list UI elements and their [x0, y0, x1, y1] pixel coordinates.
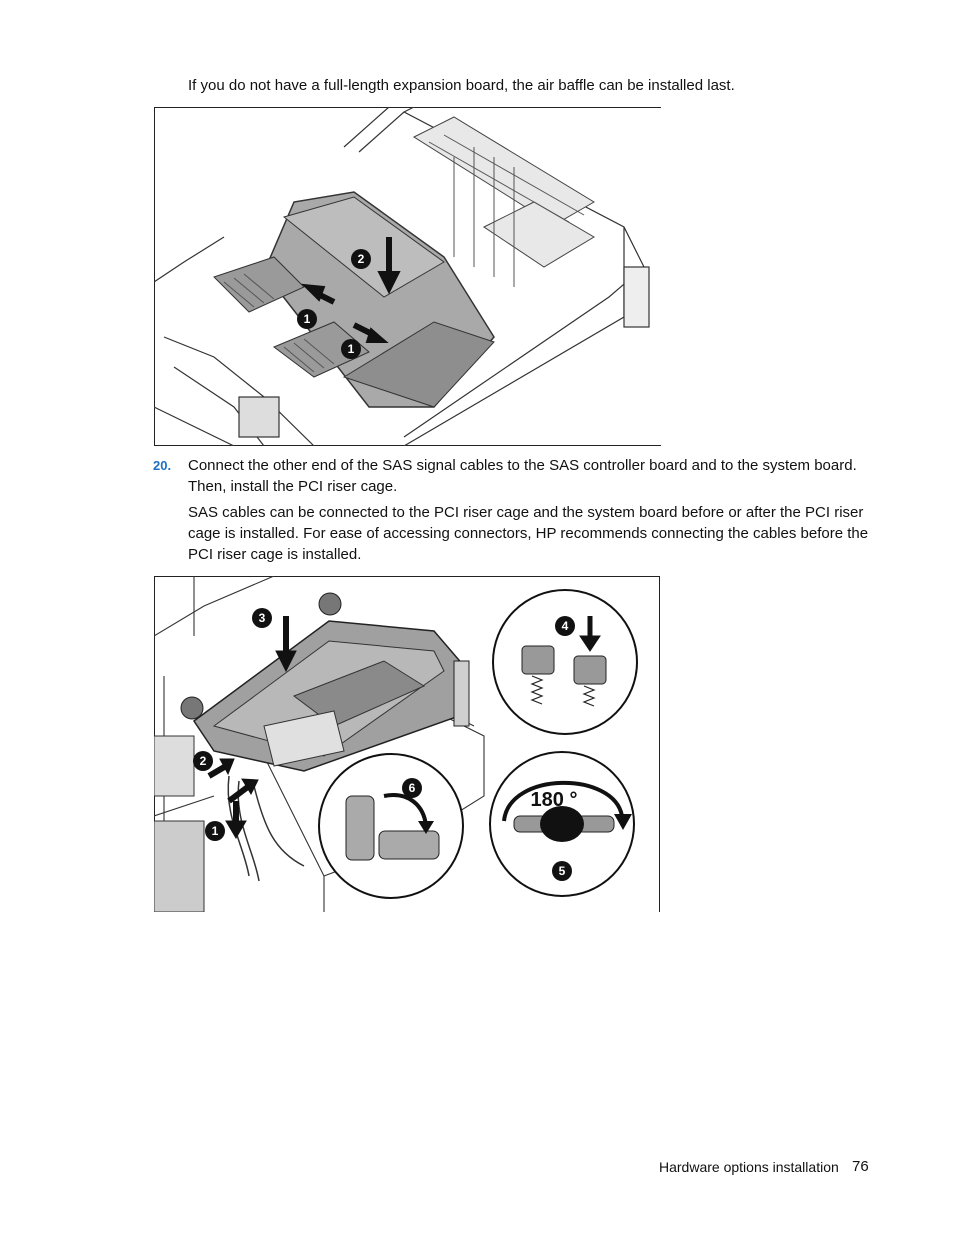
note-line1: SAS cables can be connected to the PCI riser cage and the system board before or after the PCI riser	[188, 504, 864, 521]
intro-paragraph: If you do not have a full-length expansion board, the air baffle can be installed last.	[188, 77, 735, 94]
figure2-callout: 3	[258, 611, 266, 625]
figure2-callout: 2	[199, 754, 207, 768]
footer-section-title: Hardware options installation	[659, 1159, 839, 1175]
figure2-callout: 6	[408, 781, 416, 795]
figure1-callout: 1	[303, 312, 311, 326]
rotation-label: 180 °	[530, 789, 578, 811]
note-line3: PCI riser cage is installed.	[188, 546, 362, 563]
figure2-callout: 4	[561, 619, 569, 633]
footer-page-number: 76	[852, 1158, 869, 1175]
figure-pci-riser-cage	[154, 576, 660, 912]
note-line2: cage is installed. For ease of accessing connectors, HP recommends connecting the cables before the	[188, 525, 869, 542]
figure1-callout: 2	[357, 252, 365, 266]
figure-air-baffle	[154, 107, 661, 446]
figure2-callout: 5	[558, 864, 566, 878]
step-text-line1: Connect the other end of the SAS signal cables to the SAS controller board and to the system board.	[188, 457, 857, 474]
step-number: 20.	[153, 458, 172, 473]
figure1-callout: 1	[347, 342, 355, 356]
figure2-callout: 1	[211, 824, 219, 838]
step-text-line2: Then, install the PCI riser cage.	[188, 478, 398, 495]
